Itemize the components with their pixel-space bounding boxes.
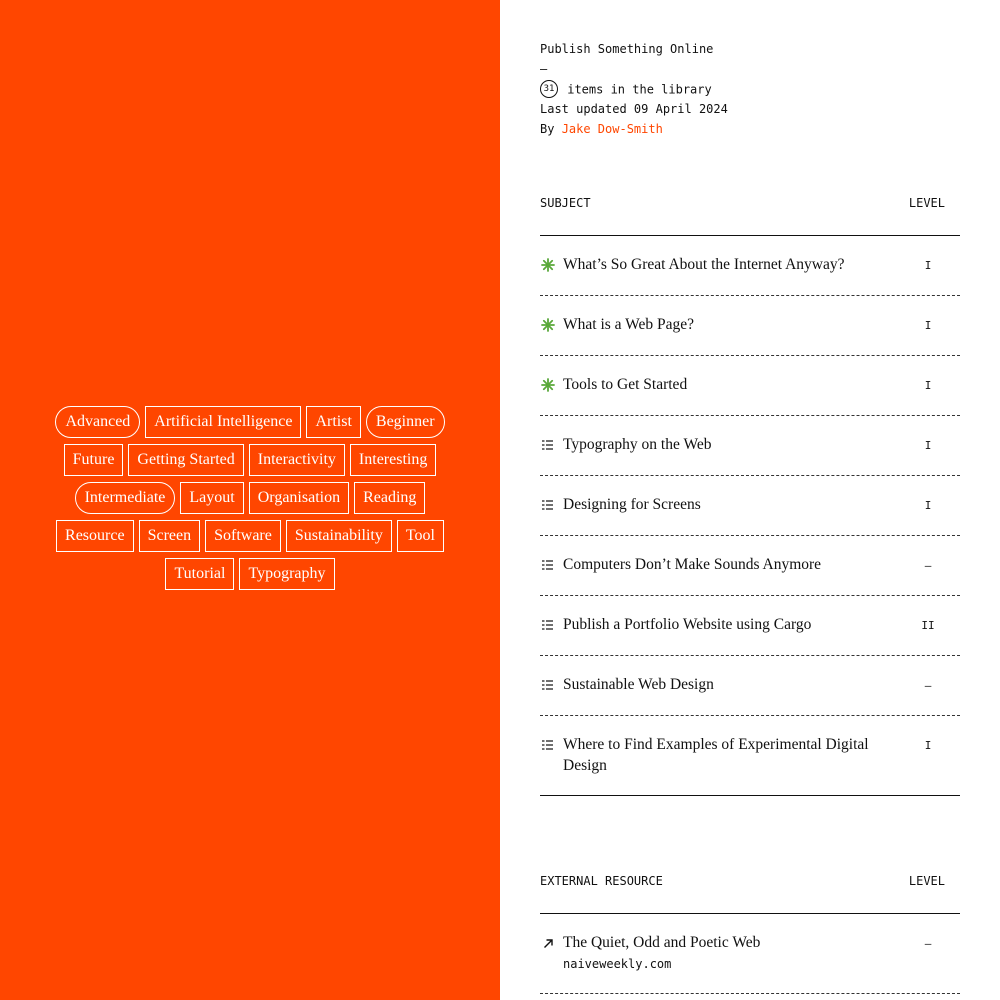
tag-filter-button[interactable]: Typography — [239, 558, 334, 590]
tag-filter-button[interactable]: Advanced — [55, 406, 140, 438]
level-column-header: LEVEL — [908, 196, 945, 210]
asterisk-icon — [540, 317, 556, 333]
tag-filter-button[interactable]: Resource — [56, 520, 134, 552]
subject-row[interactable] — [540, 476, 960, 536]
row-title: Designing for Screens — [563, 496, 701, 513]
arrow-up-right-icon — [540, 935, 556, 951]
last-updated: Last updated 09 April 2024 — [540, 102, 728, 116]
library-panel — [540, 0, 960, 1000]
subject-row[interactable] — [540, 656, 960, 716]
subject-row[interactable] — [540, 716, 960, 796]
tag-filter-button[interactable]: Software — [205, 520, 281, 552]
row-title: Tools to Get Started — [563, 376, 688, 393]
subject-row[interactable] — [540, 236, 960, 296]
external-column-header: EXTERNAL RESOURCE — [540, 874, 663, 888]
row-level: I — [924, 739, 932, 752]
external-level-column-header: LEVEL — [908, 874, 945, 888]
row-title: The Quiet, Odd and Poetic Web — [563, 934, 761, 951]
external-section — [540, 874, 960, 994]
row-level: I — [924, 439, 932, 452]
item-count-line — [540, 81, 960, 101]
row-level: – — [924, 679, 932, 692]
tag-filter-button[interactable]: Tool — [397, 520, 444, 552]
row-title: What’s So Great About the Internet Anyway? — [563, 256, 845, 273]
row-level: I — [924, 379, 932, 392]
tag-filter-button[interactable]: Getting Started — [128, 444, 243, 476]
list-icon — [540, 497, 556, 513]
subject-row[interactable] — [540, 536, 960, 596]
tag-filter-button[interactable]: Future — [64, 444, 124, 476]
row-level: I — [924, 259, 932, 272]
external-resource-row[interactable] — [540, 914, 960, 994]
tag-cloud — [40, 406, 460, 590]
subject-row[interactable] — [540, 416, 960, 476]
tag-filter-button[interactable]: Screen — [139, 520, 201, 552]
subject-column-header: SUBJECT — [540, 196, 591, 210]
row-title: Typography on the Web — [563, 436, 712, 453]
subject-row[interactable] — [540, 596, 960, 656]
subject-header — [540, 196, 960, 236]
tag-filter-button[interactable]: Artificial Intelligence — [145, 406, 301, 438]
tag-filter-button[interactable]: Interesting — [350, 444, 436, 476]
subject-row[interactable] — [540, 296, 960, 356]
tag-filter-button[interactable]: Layout — [180, 482, 243, 514]
item-count-label: items in the library — [567, 82, 712, 97]
list-icon — [540, 437, 556, 453]
row-title: Sustainable Web Design — [563, 676, 714, 693]
row-level: II — [921, 619, 935, 632]
tag-filter-button[interactable]: Artist — [306, 406, 360, 438]
row-level: – — [924, 559, 932, 572]
asterisk-icon — [540, 257, 556, 273]
library-meta — [540, 41, 960, 141]
row-title: Where to Find Examples of Experimental Digital Design — [563, 736, 869, 774]
asterisk-icon — [540, 377, 556, 393]
byline-prefix: By — [540, 122, 555, 136]
tag-filter-button[interactable]: Reading — [354, 482, 425, 514]
list-icon — [540, 737, 556, 753]
row-title: Computers Don’t Make Sounds Anymore — [563, 556, 822, 573]
library-title: Publish Something Online — [540, 42, 714, 56]
external-list — [540, 914, 960, 994]
row-level: I — [924, 319, 932, 332]
subject-section — [540, 196, 960, 796]
row-level: – — [924, 937, 932, 950]
byline — [540, 121, 960, 141]
tag-filter-button[interactable]: Beginner — [366, 406, 445, 438]
tag-filter-button[interactable]: Sustainability — [286, 520, 392, 552]
tag-filter-button[interactable]: Organisation — [249, 482, 349, 514]
subject-list — [540, 236, 960, 796]
row-level: I — [924, 499, 932, 512]
tag-filter-button[interactable]: Intermediate — [75, 482, 176, 514]
row-title: What is a Web Page? — [563, 316, 695, 333]
item-count-badge: 31 — [540, 80, 558, 98]
list-icon — [540, 677, 556, 693]
author-link[interactable]: Jake Dow-Smith — [561, 122, 663, 136]
row-title: Publish a Portfolio Website using Cargo — [563, 616, 812, 633]
tag-filter-button[interactable]: Tutorial — [165, 558, 234, 590]
list-icon — [540, 557, 556, 573]
row-source-domain: naiveweekly.com — [563, 957, 672, 971]
meta-dash: – — [540, 62, 548, 76]
subject-row[interactable] — [540, 356, 960, 416]
external-header — [540, 874, 960, 914]
list-icon — [540, 617, 556, 633]
tag-filter-button[interactable]: Interactivity — [249, 444, 345, 476]
